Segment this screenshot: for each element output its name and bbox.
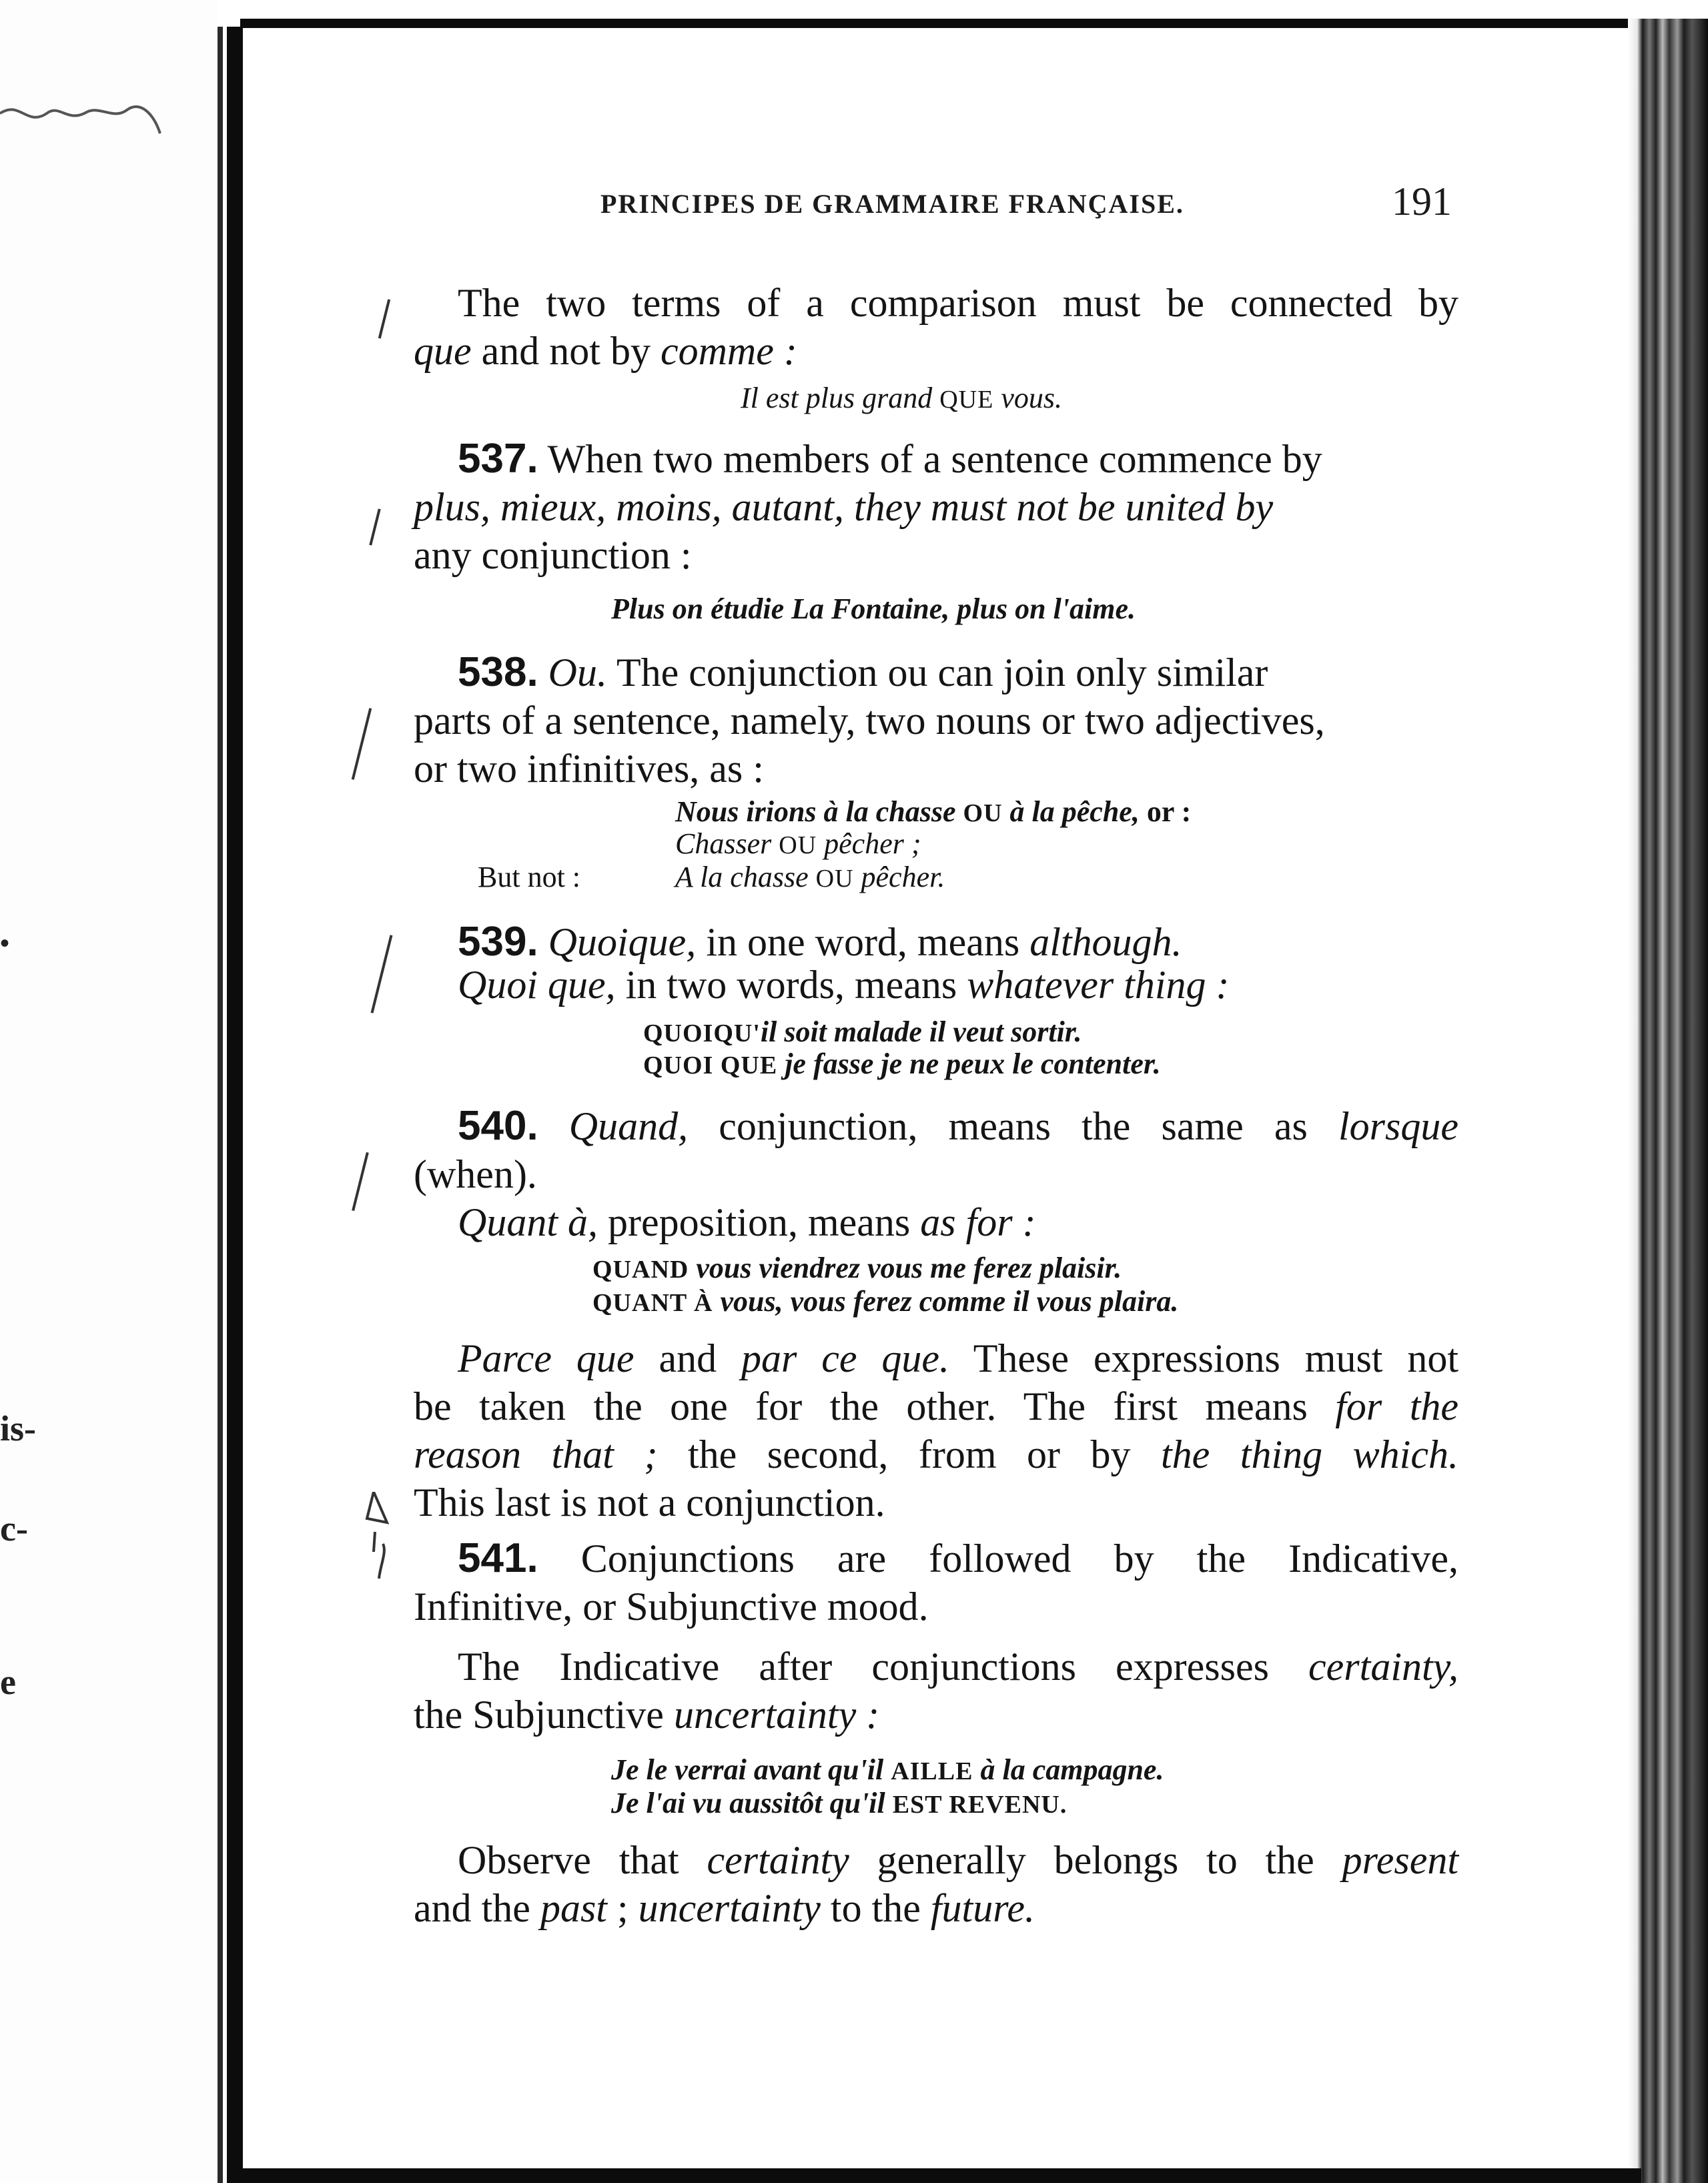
page-number: 191 [1392, 179, 1452, 224]
example-sentence: QUANT À vous, vous ferez comme il vous plaira. [592, 1285, 1179, 1318]
section-number: 540. [458, 1103, 538, 1149]
margin-mark [352, 708, 372, 780]
page-stack-edge [1628, 19, 1708, 2183]
example-sentence: QUOI QUE je fasse je ne peux le contenter. [643, 1047, 1161, 1080]
handwritten-scribble [0, 73, 173, 167]
section-537-line: plus, mieux, moins, autant, they must not be united by [414, 485, 1274, 529]
left-page-fragment: e [0, 1662, 16, 1702]
margin-mark [378, 299, 390, 338]
left-page-edge [0, 0, 218, 2183]
example-sentence: Il est plus grand QUE vous. [741, 382, 1062, 414]
binding-shadow [218, 27, 223, 2183]
intro-line: que and not by comme : [414, 329, 797, 373]
parce-que-line: be taken the one for the other. The first means for the [414, 1384, 1458, 1428]
section-538-line: parts of a sentence, namely, two nouns or two adjectives, [414, 699, 1325, 743]
section-540-line: (when). [414, 1152, 537, 1196]
section-541-line: the Subjunctive uncertainty : [414, 1693, 880, 1737]
example-sentence: QUOIQU'il soit malade il veut sortir. [643, 1015, 1082, 1048]
margin-mark [371, 935, 393, 1013]
section-537-line: any conjunction : [414, 533, 692, 577]
intro-line: The two terms of a comparison must be connected by [458, 281, 1458, 325]
left-page-dot: • [0, 928, 10, 958]
but-not-label: But not : [478, 861, 581, 893]
top-edge [240, 19, 1681, 28]
binding-gutter [227, 27, 243, 2183]
bottom-edge [240, 2168, 1641, 2183]
section-541-line: 541. Conjunctions are followed by the Indicative, [458, 1535, 1459, 1581]
section-541-line: and the past ; uncertainty to the future. [414, 1886, 1035, 1930]
example-sentence: Chasser OU pêcher ; [675, 827, 921, 860]
section-number: 538. [458, 649, 538, 695]
section-541-line: Observe that certainty generally belongs to the present [458, 1838, 1458, 1882]
section-number: 539. [458, 919, 538, 965]
section-539-line: Quoi que, in two words, means whatever thing : [458, 963, 1230, 1007]
section-541-line: The Indicative after conjunctions expresses certainty, [458, 1645, 1458, 1689]
example-sentence: A la chasse OU pêcher. [675, 861, 945, 893]
section-541-line: Infinitive, or Subjunctive mood. [414, 1585, 929, 1629]
example-sentence: Je le verrai avant qu'il AILLE à la campagne. [611, 1753, 1164, 1786]
section-538-line: or two infinitives, as : [414, 747, 764, 791]
section-number: 537. [458, 436, 538, 482]
section-538-line: 538. Ou. The conjunction ou can join only similar [458, 649, 1268, 695]
parce-que-line: reason that ; the second, from or by the thing which. [414, 1432, 1458, 1476]
section-540-line: Quant à, preposition, means as for : [458, 1200, 1036, 1244]
left-page-fragment: c- [0, 1508, 28, 1549]
margin-mark [369, 508, 380, 545]
parce-que-line: This last is not a conjunction. [414, 1480, 885, 1524]
section-540-line: 540. Quand, conjunction, means the same as lorsque [458, 1103, 1458, 1149]
parce-que-line: Parce que and par ce que. These expressions must not [458, 1336, 1459, 1380]
section-539-line: 539. Quoique, in one word, means although. [458, 919, 1182, 965]
example-sentence: QUAND vous viendrez vous me ferez plaisir. [592, 1252, 1122, 1284]
left-page-fragment: is- [0, 1408, 36, 1448]
section-number: 541. [458, 1535, 538, 1581]
example-sentence: Nous irions à la chasse OU à la pêche, or : [675, 795, 1192, 828]
margin-mark [360, 1492, 400, 1585]
example-sentence: Je l'ai vu aussitôt qu'il EST REVENU. [611, 1787, 1068, 1819]
section-537-line: 537. When two members of a sentence commence by [458, 436, 1322, 482]
margin-mark [352, 1152, 369, 1211]
running-title: PRINCIPES DE GRAMMAIRE FRANÇAISE. [600, 189, 1184, 219]
example-sentence: Plus on étudie La Fontaine, plus on l'aime. [611, 592, 1136, 625]
